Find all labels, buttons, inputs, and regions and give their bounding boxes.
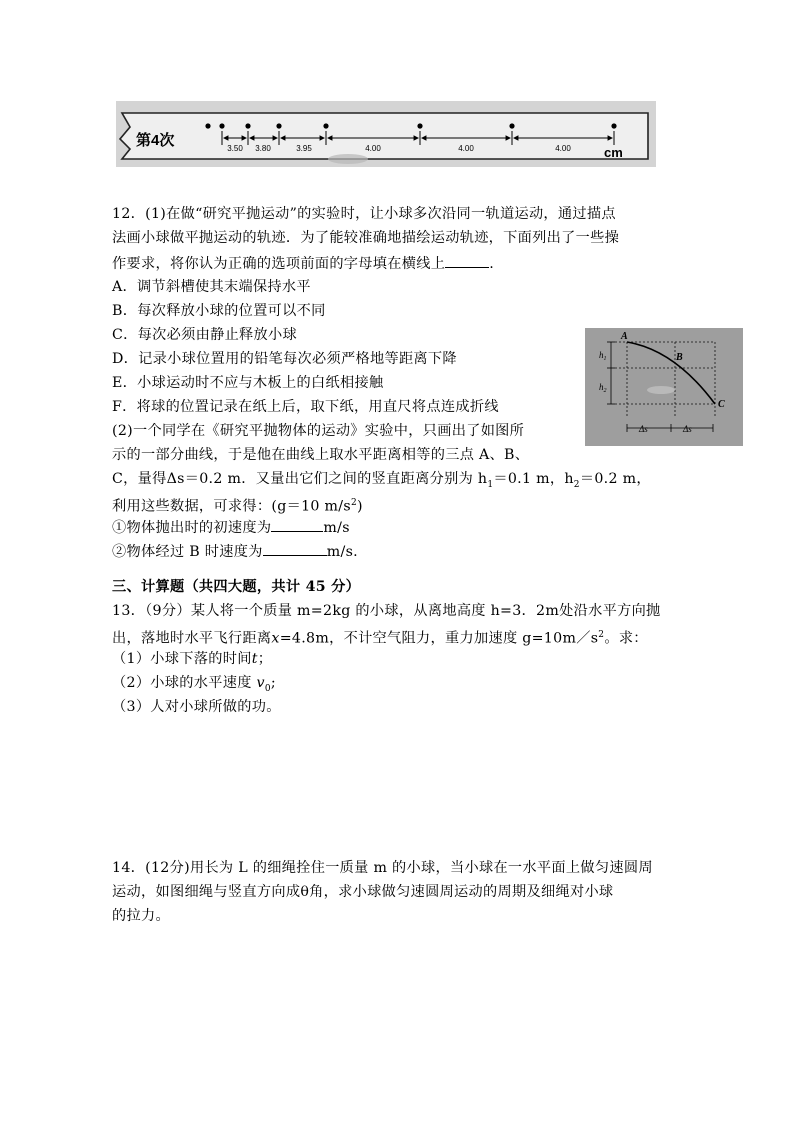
q12-option-e: E．小球运动时不应与木板上的白纸相接触 xyxy=(112,375,384,391)
q12-part2-text-c: ＝0.2 m， xyxy=(579,471,651,487)
tape-dot xyxy=(611,123,616,128)
q12-option-f: F．将球的位置记录在纸上后，取下纸，用直尺将点连成折线 xyxy=(112,399,499,415)
tape-label: 第4次 xyxy=(136,132,175,149)
q12-ask-1 xyxy=(112,517,350,538)
q12-line-2: 法画小球做平抛运动的轨迹．为了能较准确地描绘运动轨迹，下面列出了一些操 xyxy=(112,230,620,246)
initial-velocity-blank[interactable] xyxy=(271,517,323,532)
q12-line-3-text: 作要求，将你认为正确的选项前面的字母填在横线上 xyxy=(112,256,446,272)
tape-interval-label: 4.00 xyxy=(365,144,381,153)
tape-interval-label: 4.00 xyxy=(458,144,474,153)
tape-dot xyxy=(509,123,514,128)
q14-line-1: 14．(12分)用长为 L 的细绳拴住一质量 m 的小球，当小球在一水平面上做匀速圆周 xyxy=(112,860,653,876)
q13-var-t: t xyxy=(251,651,258,667)
q13-var-x: x xyxy=(271,630,280,647)
tape-dot xyxy=(205,123,210,128)
subscript: 2 xyxy=(573,479,580,490)
q12-part2-text-e: ) xyxy=(356,498,363,515)
q13-text-c: 。求： xyxy=(604,630,648,647)
q13-line-1: 13．（9分）某人将一个质量 m=2kg 的小球，从离地高度 h=3．2m处沿水平方向抛 xyxy=(112,603,661,619)
section-3-heading: 三、计算题（共四大题，共计 45 分） xyxy=(112,579,361,595)
tape-interval-label: 4.00 xyxy=(555,144,571,153)
q12-option-d: D．记录小球位置用的铅笔每次必须严格地等距离下降 xyxy=(112,351,457,367)
q12-option-b: B．每次释放小球的位置可以不同 xyxy=(112,303,326,319)
q12-part2-text-a: C，量得Δs＝0.2 m．又量出它们之间的竖直距离分别为 h xyxy=(112,471,488,487)
tape-interval-label: 3.95 xyxy=(296,144,312,153)
q12-ask-2-text: ②物体经过 B 时速度为 xyxy=(112,544,263,560)
q13-item-1-text: （1）小球下落的时间 xyxy=(112,651,252,667)
q13-item-3: （3）人对小球所做的功。 xyxy=(112,699,281,715)
ds-left-label: Δs xyxy=(639,424,648,434)
tape-dot xyxy=(245,123,250,128)
tape-unit: cm xyxy=(604,145,623,160)
trajectory-figure xyxy=(585,328,743,446)
q12-option-c: C．每次必须由静止释放小球 xyxy=(112,327,298,343)
q12-answer-blank[interactable] xyxy=(445,253,489,268)
watermark-smudge xyxy=(647,386,675,394)
subscript: 0 xyxy=(264,683,271,694)
tape-figure xyxy=(116,101,656,167)
q13-item-2 xyxy=(112,673,276,699)
q12-ask-2 xyxy=(112,541,358,562)
subscript: 1 xyxy=(487,479,494,490)
superscript: 2 xyxy=(350,498,357,508)
point-c-label: C xyxy=(718,399,725,410)
q12-part2-text-b: ＝0.1 m，h xyxy=(493,471,574,487)
ds-right-label: Δs xyxy=(683,424,692,434)
q13-var-v: v xyxy=(256,675,265,691)
b-velocity-blank[interactable] xyxy=(263,541,327,556)
q12-ask-1-unit: m/s xyxy=(323,520,350,536)
q12-line-3 xyxy=(112,253,494,274)
q12-part2-line-2: 示的一部分曲线，于是他在曲线上取水平距离相等的三点 A、B、 xyxy=(112,447,530,463)
watermark-smudge xyxy=(328,154,368,164)
h1-label: $h_1$ xyxy=(599,350,607,362)
tape-dot xyxy=(417,123,422,128)
h2-label: $h_2$ xyxy=(599,382,607,394)
superscript: 2 xyxy=(598,630,605,640)
point-b-label: B xyxy=(676,352,683,363)
tape-dot xyxy=(219,123,224,128)
q12-ask-1-text: ①物体抛出时的初速度为 xyxy=(112,520,272,536)
q12-part2-line-4 xyxy=(112,493,363,517)
q12-line-1: 12．(1)在做“研究平抛运动”的实验时，让小球多次沿同一轨道运动，通过描点 xyxy=(112,206,616,222)
point-a-label: A xyxy=(621,331,628,342)
q13-line-2 xyxy=(112,625,648,649)
q12-part2-text-d: 利用这些数据，可求得：(g＝10 m/s xyxy=(112,498,351,515)
q12-part2-line-3 xyxy=(112,469,651,495)
tape-dot xyxy=(323,123,328,128)
q12-part2-line-1: (2)一个同学在《研究平抛物体的运动》实验中，只画出了如图所 xyxy=(112,423,525,439)
tape-interval-label: 3.80 xyxy=(255,144,271,153)
q13-item-1-end: ； xyxy=(257,651,273,667)
q13-text-b: =4.8m，不计空气阻力，重力加速度 g=10m／s xyxy=(279,630,599,647)
tape-interval-label: 3.50 xyxy=(227,144,243,153)
q13-item-1 xyxy=(112,649,272,669)
q12-ask-2-unit: m/s. xyxy=(326,544,358,560)
q14-line-3: 的拉力。 xyxy=(112,908,170,924)
q13-item-2-text: （2）小球的水平速度 xyxy=(112,675,257,691)
q13-item-2-end: ; xyxy=(270,675,276,691)
q13-text-a: 出，落地时水平飞行距离 xyxy=(112,630,272,647)
q14-line-2: 运动，如图细绳与竖直方向成θ角，求小球做匀速圆周运动的周期及细绳对小球 xyxy=(112,884,614,900)
q12-line-3-end: . xyxy=(489,256,495,272)
q12-option-a: A．调节斜槽使其末端保持水平 xyxy=(112,279,311,295)
tape-dot xyxy=(276,123,281,128)
